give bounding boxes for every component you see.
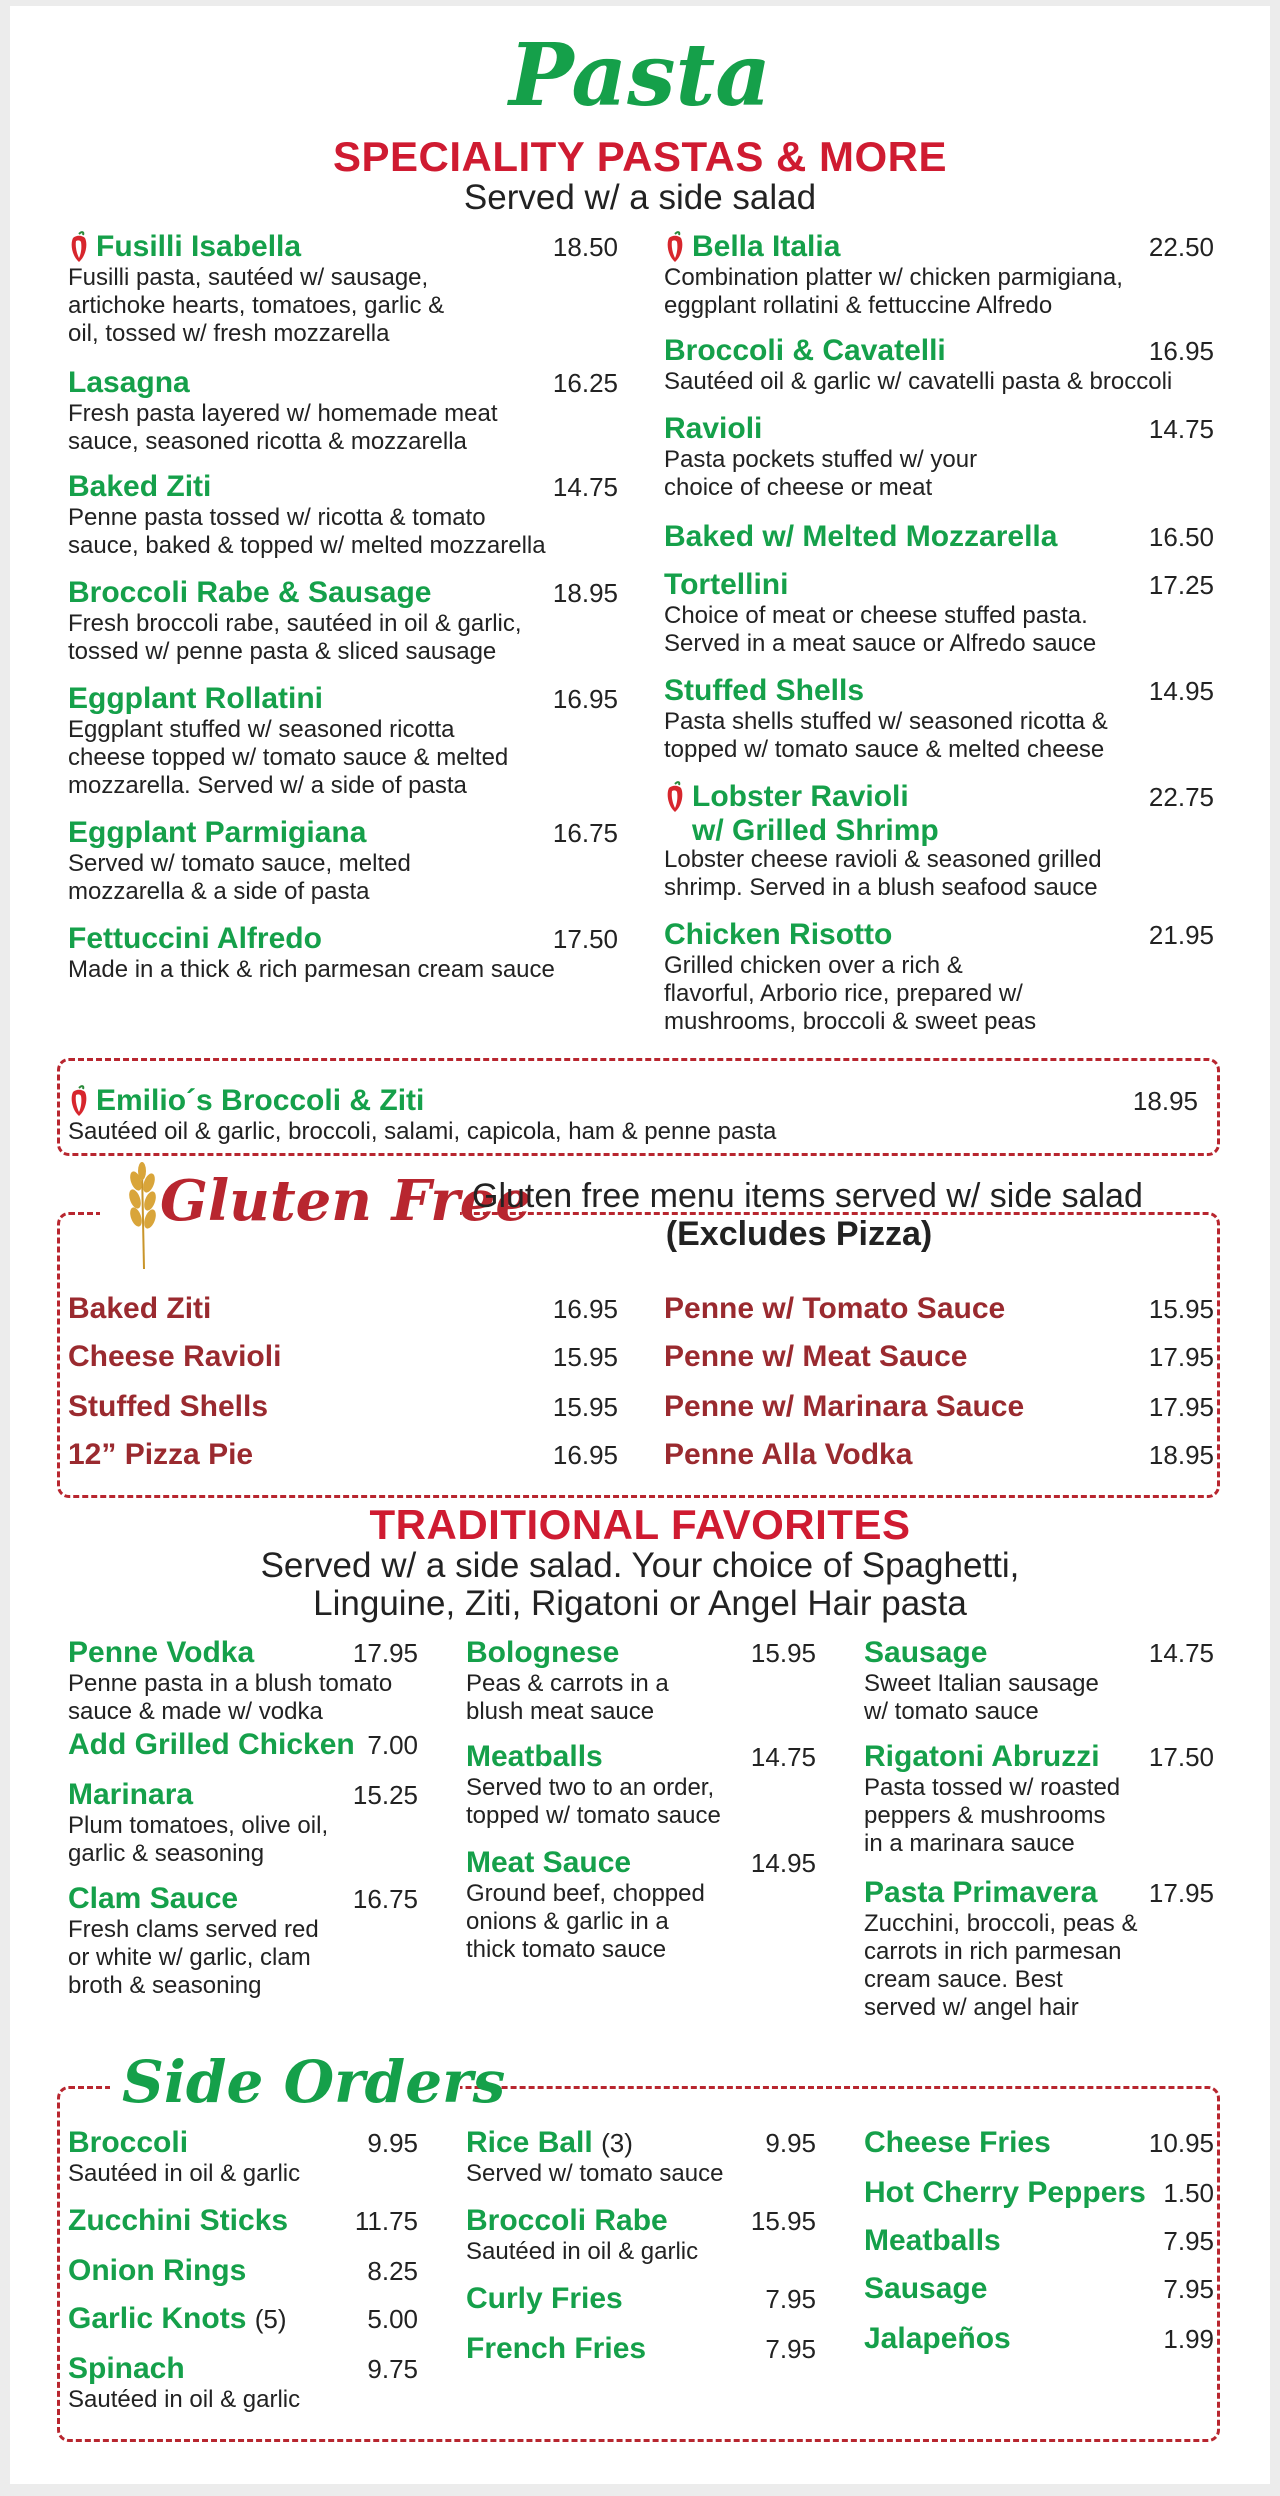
- section-heading-specialty: SPECIALITY PASTAS & MORE: [332, 133, 948, 180]
- menu-item-name: Emilio´s Broccoli & Ziti: [68, 1084, 424, 1118]
- menu-item-name: Bella Italia: [664, 230, 840, 264]
- menu-item-description: Eggplant stuffed w/ seasoned ricotta cheese topped w/ tomato sauce & melted mozzarella. Served w/ a side of pasta: [68, 716, 509, 799]
- menu-item-price: 14.95: [750, 1848, 816, 1878]
- menu-item-description: Lobster cheese ravioli & seasoned grilled shrimp. Served in a blush seafood sauce: [664, 846, 1102, 901]
- pepper-icon: [664, 230, 686, 264]
- menu-item-price: 7.95: [1163, 2274, 1214, 2304]
- menu-item-price: 17.95: [1148, 1342, 1214, 1372]
- menu-item-name: Bolognese: [466, 1636, 620, 1669]
- menu-item-price: 7.95: [1163, 2226, 1214, 2256]
- menu-item-name: Fettuccini Alfredo: [68, 922, 322, 955]
- menu-item-price: 21.95: [1148, 920, 1214, 950]
- menu-item-name: Broccoli: [68, 2126, 189, 2159]
- menu-item-description: Served two to an order, topped w/ tomato sauce: [466, 1774, 721, 1829]
- menu-item-name: Meat Sauce: [466, 1846, 632, 1879]
- traditional-subtitle-line2: Linguine, Ziti, Rigatoni or Angel Hair pasta: [313, 1584, 967, 1623]
- menu-item-description: Fresh broccoli rabe, sautéed in oil & garlic, tossed w/ penne pasta & sliced sausage: [68, 610, 522, 665]
- menu-item-description: Served w/ tomato sauce, melted mozzarella & a side of pasta: [68, 850, 411, 905]
- menu-item-name: Broccoli Rabe & Sausage: [68, 576, 432, 609]
- menu-item-name: Fusilli Isabella: [68, 230, 301, 264]
- menu-item-name: Baked Ziti: [68, 1292, 212, 1325]
- menu-item-name: French Fries: [466, 2332, 647, 2365]
- menu-item-description: Sautéed in oil & garlic: [466, 2238, 699, 2265]
- menu-item-price: 16.95: [552, 684, 618, 714]
- menu-item-price: 18.95: [1132, 1086, 1198, 1116]
- menu-item-description: Zucchini, broccoli, peas & carrots in rich parmesan cream sauce. Best served w/ angel hair: [864, 1910, 1138, 2021]
- menu-item-price: 16.50: [1148, 522, 1214, 552]
- menu-item-name: Chicken Risotto: [664, 918, 893, 951]
- menu-item-name: Add Grilled Chicken: [68, 1728, 355, 1761]
- menu-item-price: 7.95: [765, 2284, 816, 2314]
- menu-item-description: Grilled chicken over a rich & flavorful, Arborio rice, prepared w/ mushrooms, broccoli & sweet peas: [664, 952, 1037, 1035]
- menu-item-name: Spinach: [68, 2352, 185, 2385]
- menu-item-price: 11.75: [354, 2206, 418, 2236]
- menu-item-name: Ravioli: [664, 412, 763, 445]
- menu-item-price: 10.95: [1148, 2128, 1214, 2158]
- page-title: Pasta: [509, 25, 771, 126]
- menu-item-name: Penne w/ Meat Sauce: [664, 1340, 968, 1373]
- gluten-free-note: Gluten free menu items served w/ side salad: [472, 1177, 1143, 1215]
- menu-item-price: 16.25: [552, 368, 618, 398]
- wheat-icon: [122, 1154, 162, 1278]
- menu-item-name: Zucchini Sticks: [68, 2204, 289, 2237]
- menu-item-name: Broccoli & Cavatelli: [664, 334, 946, 367]
- menu-item-price: 14.75: [750, 1742, 816, 1772]
- menu-item-description: Penne pasta in a blush tomato sauce & made w/ vodka: [68, 1670, 393, 1725]
- menu-item-price: 5.00: [367, 2304, 418, 2334]
- menu-item-description: Plum tomatoes, olive oil, garlic & seasoning: [68, 1812, 329, 1867]
- menu-item-price: 17.50: [552, 924, 618, 954]
- menu-item-description: Fusilli pasta, sautéed w/ sausage, artichoke hearts, tomatoes, garlic & oil, tossed w/ fresh mozzarella: [68, 264, 445, 347]
- menu-item-price: 14.75: [552, 472, 618, 502]
- menu-item-description: Served w/ tomato sauce: [466, 2160, 724, 2187]
- menu-item-price: 1.99: [1163, 2324, 1214, 2354]
- menu-item-name: Curly Fries: [466, 2282, 623, 2315]
- menu-item-description: Pasta tossed w/ roasted peppers & mushrooms in a marinara sauce: [864, 1774, 1121, 1857]
- menu-item-price: 14.95: [1148, 676, 1214, 706]
- menu-item-price: 22.50: [1148, 232, 1214, 262]
- menu-item-name: Penne Vodka: [68, 1636, 255, 1669]
- menu-item-price: 8.25: [367, 2256, 418, 2286]
- menu-item-description: Combination platter w/ chicken parmigiana, eggplant rollatini & fettuccine Alfredo: [664, 264, 1123, 319]
- menu-item-price: 16.75: [552, 818, 618, 848]
- menu-item-name: Marinara: [68, 1778, 194, 1811]
- menu-item-price: 16.75: [352, 1884, 418, 1914]
- menu-item-name: Meatballs: [864, 2224, 1001, 2257]
- menu-item-name: Stuffed Shells: [664, 674, 865, 707]
- menu-item-description: Fresh clams served red or white w/ garlic, clam broth & seasoning: [68, 1916, 319, 1999]
- menu-item-name: Broccoli Rabe: [466, 2204, 668, 2237]
- menu-item-price: 1.50: [1163, 2178, 1214, 2208]
- menu-item-name: Baked w/ Melted Mozzarella: [664, 520, 1058, 553]
- menu-item-price: 18.95: [1148, 1440, 1214, 1470]
- menu-item-name: Penne w/ Tomato Sauce: [664, 1292, 1006, 1325]
- menu-item-name: Lobster Ravioli: [664, 780, 909, 814]
- pepper-icon: [664, 780, 686, 814]
- menu-item-name: Penne w/ Marinara Sauce: [664, 1390, 1025, 1423]
- menu-item-description: Made in a thick & rich parmesan cream sauce: [68, 956, 555, 983]
- menu-item-name: Lasagna: [68, 366, 190, 399]
- menu-item-price: 15.95: [552, 1342, 618, 1372]
- menu-item-description: Choice of meat or cheese stuffed pasta. Served in a meat sauce or Alfredo sauce: [664, 602, 1097, 657]
- traditional-subtitle-line1: Served w/ a side salad. Your choice of Spaghetti,: [260, 1546, 1020, 1585]
- menu-item-price: 17.95: [352, 1638, 418, 1668]
- menu-item-description: Sautéed in oil & garlic: [68, 2160, 301, 2187]
- menu-item-price: 16.95: [1148, 336, 1214, 366]
- pepper-icon: [68, 1084, 90, 1118]
- menu-item-name: Hot Cherry Peppers: [864, 2176, 1146, 2209]
- menu-item-name: Sausage: [864, 2272, 988, 2305]
- gluten-free-title: Gluten Free: [160, 1168, 532, 1234]
- menu-item-name: Clam Sauce: [68, 1882, 239, 1915]
- menu-item-price: 14.75: [1148, 1638, 1214, 1668]
- menu-item-price: 9.95: [367, 2128, 418, 2158]
- menu-item-description: Sautéed oil & garlic w/ cavatelli pasta & broccoli: [664, 368, 1173, 395]
- menu-item-price: 22.75: [1148, 782, 1214, 812]
- menu-item-description: Penne pasta tossed w/ ricotta & tomato sauce, baked & topped w/ melted mozzarella: [68, 504, 546, 559]
- menu-item-description: Peas & carrots in a blush meat sauce: [466, 1670, 669, 1725]
- menu-item-name: Penne Alla Vodka: [664, 1438, 913, 1471]
- menu-item-price: 14.75: [1148, 414, 1214, 444]
- menu-item-emilio: [68, 1084, 1198, 1148]
- menu-item-price: 15.25: [352, 1780, 418, 1810]
- menu-item-name: Eggplant Rollatini: [68, 682, 323, 715]
- menu-item-name: Jalapeños: [864, 2322, 1011, 2355]
- menu-item-name: Sausage: [864, 1636, 988, 1669]
- menu-item-name: Cheese Fries: [864, 2126, 1051, 2159]
- menu-item-price: 18.50: [552, 232, 618, 262]
- menu-item-price: 15.95: [750, 1638, 816, 1668]
- menu-item-description: Pasta shells stuffed w/ seasoned ricotta & topped w/ tomato sauce & melted cheese: [664, 708, 1108, 763]
- menu-item-name: Baked Ziti: [68, 470, 212, 503]
- gluten-free-exclusion: (Excludes Pizza): [665, 1215, 933, 1253]
- menu-item-name-line2: w/ Grilled Shrimp: [692, 814, 939, 847]
- section-heading-traditional: TRADITIONAL FAVORITES: [369, 1501, 911, 1548]
- menu-item-name: Rice Ball (3): [466, 2126, 633, 2159]
- menu-item-name: Garlic Knots (5): [68, 2302, 287, 2335]
- menu-item-price: 15.95: [552, 1392, 618, 1422]
- menu-item-name: 12” Pizza Pie: [68, 1438, 254, 1471]
- menu-item-price: 17.50: [1148, 1742, 1214, 1772]
- menu-item-price: 15.95: [750, 2206, 816, 2236]
- menu-item-description: Sautéed oil & garlic, broccoli, salami, capicola, ham & penne pasta: [68, 1118, 777, 1145]
- side-orders-title: Side Orders: [122, 2048, 506, 2116]
- menu-item-price: 7.95: [765, 2334, 816, 2364]
- section-subtitle-specialty: Served w/ a side salad: [463, 178, 817, 217]
- menu-item-name: Pasta Primavera: [864, 1876, 1098, 1909]
- menu-item-name: Eggplant Parmigiana: [68, 816, 367, 849]
- menu-item-description: Ground beef, chopped onions & garlic in a thick tomato sauce: [466, 1880, 705, 1963]
- pepper-icon: [68, 230, 90, 264]
- menu-item-description: Pasta pockets stuffed w/ your choice of cheese or meat: [664, 446, 978, 501]
- menu-item-description: Fresh pasta layered w/ homemade meat sauce, seasoned ricotta & mozzarella: [68, 400, 498, 455]
- menu-item-price: 15.95: [1148, 1294, 1214, 1324]
- menu-item-price: 16.95: [552, 1294, 618, 1324]
- menu-item-name: Tortellini: [664, 568, 789, 601]
- menu-item-name: Onion Rings: [68, 2254, 247, 2287]
- menu-item-name: Cheese Ravioli: [68, 1340, 282, 1373]
- menu-page: [10, 6, 1270, 2484]
- menu-item-description: Sweet Italian sausage w/ tomato sauce: [864, 1670, 1099, 1725]
- menu-item-price: 17.95: [1148, 1878, 1214, 1908]
- menu-item-price: 16.95: [552, 1440, 618, 1470]
- menu-item-price: 9.95: [765, 2128, 816, 2158]
- menu-item-price: 7.00: [367, 1730, 418, 1760]
- menu-item-name: Meatballs: [466, 1740, 603, 1773]
- menu-item-price: 18.95: [552, 578, 618, 608]
- menu-item-name: Stuffed Shells: [68, 1390, 269, 1423]
- menu-item-name: Rigatoni Abruzzi: [864, 1740, 1100, 1773]
- menu-item-price: 17.95: [1148, 1392, 1214, 1422]
- menu-item-price: 17.25: [1148, 570, 1214, 600]
- menu-item-price: 9.75: [367, 2354, 418, 2384]
- menu-item-description: Sautéed in oil & garlic: [68, 2386, 301, 2413]
